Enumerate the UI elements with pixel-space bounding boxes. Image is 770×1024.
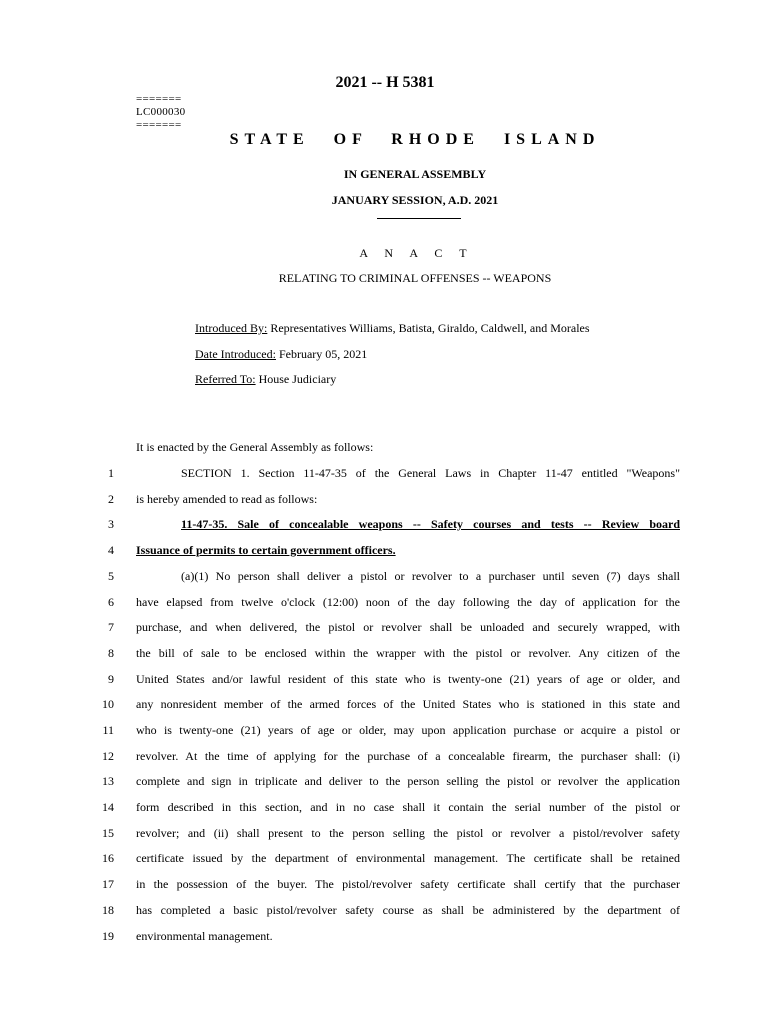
line-number: 4	[108, 543, 114, 557]
body-line: the bill of sale to be enclosed within the wrapper with the pistol or revolver. Any citizen of the	[136, 646, 680, 660]
body-line: any nonresident member of the armed forces of the United States who is stationed in this state and	[136, 697, 680, 711]
referred-to	[195, 372, 336, 387]
session-rule	[377, 218, 461, 219]
line-number: 15	[102, 826, 114, 840]
body-line: have elapsed from twelve o'clock (12:00) noon of the day following the day of application for the	[136, 595, 680, 609]
section-heading-line: Issuance of permits to certain government officers.	[136, 543, 396, 557]
body-line: is hereby amended to read as follows:	[136, 492, 318, 506]
line-number: 18	[102, 903, 114, 917]
body-line: certificate issued by the department of environmental management. The certificate shall be retained	[136, 851, 680, 865]
lc-code: LC000030	[136, 106, 186, 118]
introduced-by-value: Representatives Williams, Batista, Giraldo, Caldwell, and Morales	[267, 321, 590, 335]
line-number: 12	[102, 749, 114, 763]
line-number: 19	[102, 929, 114, 943]
line-number: 17	[102, 877, 114, 891]
line-number: 5	[108, 569, 114, 583]
body-line: revolver. At the time of applying for the purchase of a concealable firearm, the purchaser shall: (i)	[136, 749, 680, 763]
date-introduced-label: Date Introduced:	[195, 347, 276, 361]
body-line: environmental management.	[136, 929, 273, 943]
referred-to-value: House Judiciary	[255, 372, 337, 386]
line-number: 1	[108, 466, 114, 480]
body-line: has completed a basic pistol/revolver safety course as shall be administered by the department of	[136, 903, 680, 917]
line-number: 3	[108, 517, 114, 531]
act-label: A N A C T	[359, 246, 471, 260]
session: JANUARY SESSION, A.D. 2021	[331, 193, 499, 207]
enacting-clause: It is enacted by the General Assembly as follows:	[136, 440, 374, 454]
line-number: 2	[108, 492, 114, 506]
act-subject: RELATING TO CRIMINAL OFFENSES -- WEAPONS	[278, 271, 552, 285]
date-introduced-value: February 05, 2021	[275, 347, 368, 361]
general-assembly: IN GENERAL ASSEMBLY	[343, 167, 487, 181]
line-number: 6	[108, 595, 114, 609]
body-line: in the possession of the buyer. The pistol/revolver safety certificate shall certify that the purchaser	[136, 877, 680, 891]
line-number: 11	[102, 723, 114, 737]
bill-number: 2021 -- H 5381	[335, 74, 435, 91]
line-number: 8	[108, 646, 114, 660]
section-heading-line: 11-47-35. Sale of concealable weapons -- Safety courses and tests -- Review board	[181, 517, 680, 531]
line-number: 7	[108, 620, 114, 634]
line-number: 13	[102, 774, 114, 788]
body-line: who is twenty-one (21) years of age or older, may upon application purchase or acquire a pistol or	[136, 723, 680, 737]
body-line: purchase, and when delivered, the pistol or revolver shall be unloaded and securely wrapped, with	[136, 620, 680, 634]
line-number: 14	[102, 800, 114, 814]
line-number: 9	[108, 672, 114, 686]
body-line: form described in this section, and in no case shall it contain the serial number of the pistol or	[136, 800, 680, 814]
date-introduced	[195, 347, 367, 362]
body-line: revolver; and (ii) shall present to the person selling the pistol or revolver a pistol/revolver safety	[136, 826, 680, 840]
line-number: 16	[102, 851, 114, 865]
body-line: (a)(1) No person shall deliver a pistol or revolver to a purchaser until seven (7) days shall	[181, 569, 680, 583]
line-number: 10	[102, 697, 114, 711]
body-line: United States and/or lawful resident of this state who is twenty-one (21) years of age or older, and	[136, 672, 680, 686]
referred-to-label: Referred To:	[195, 372, 256, 386]
body-line: SECTION 1. Section 11-47-35 of the General Laws in Chapter 11-47 entitled "Weapons"	[181, 466, 680, 480]
lc-top-rule: =======	[136, 93, 182, 105]
introduced-by	[195, 321, 590, 336]
state-title: STATE OF RHODE ISLAND	[229, 131, 601, 148]
body-line: complete and sign in triplicate and deliver to the person selling the pistol or revolver the application	[136, 774, 680, 788]
introduced-by-label: Introduced By:	[195, 321, 268, 335]
lc-bottom-rule: =======	[136, 119, 182, 131]
